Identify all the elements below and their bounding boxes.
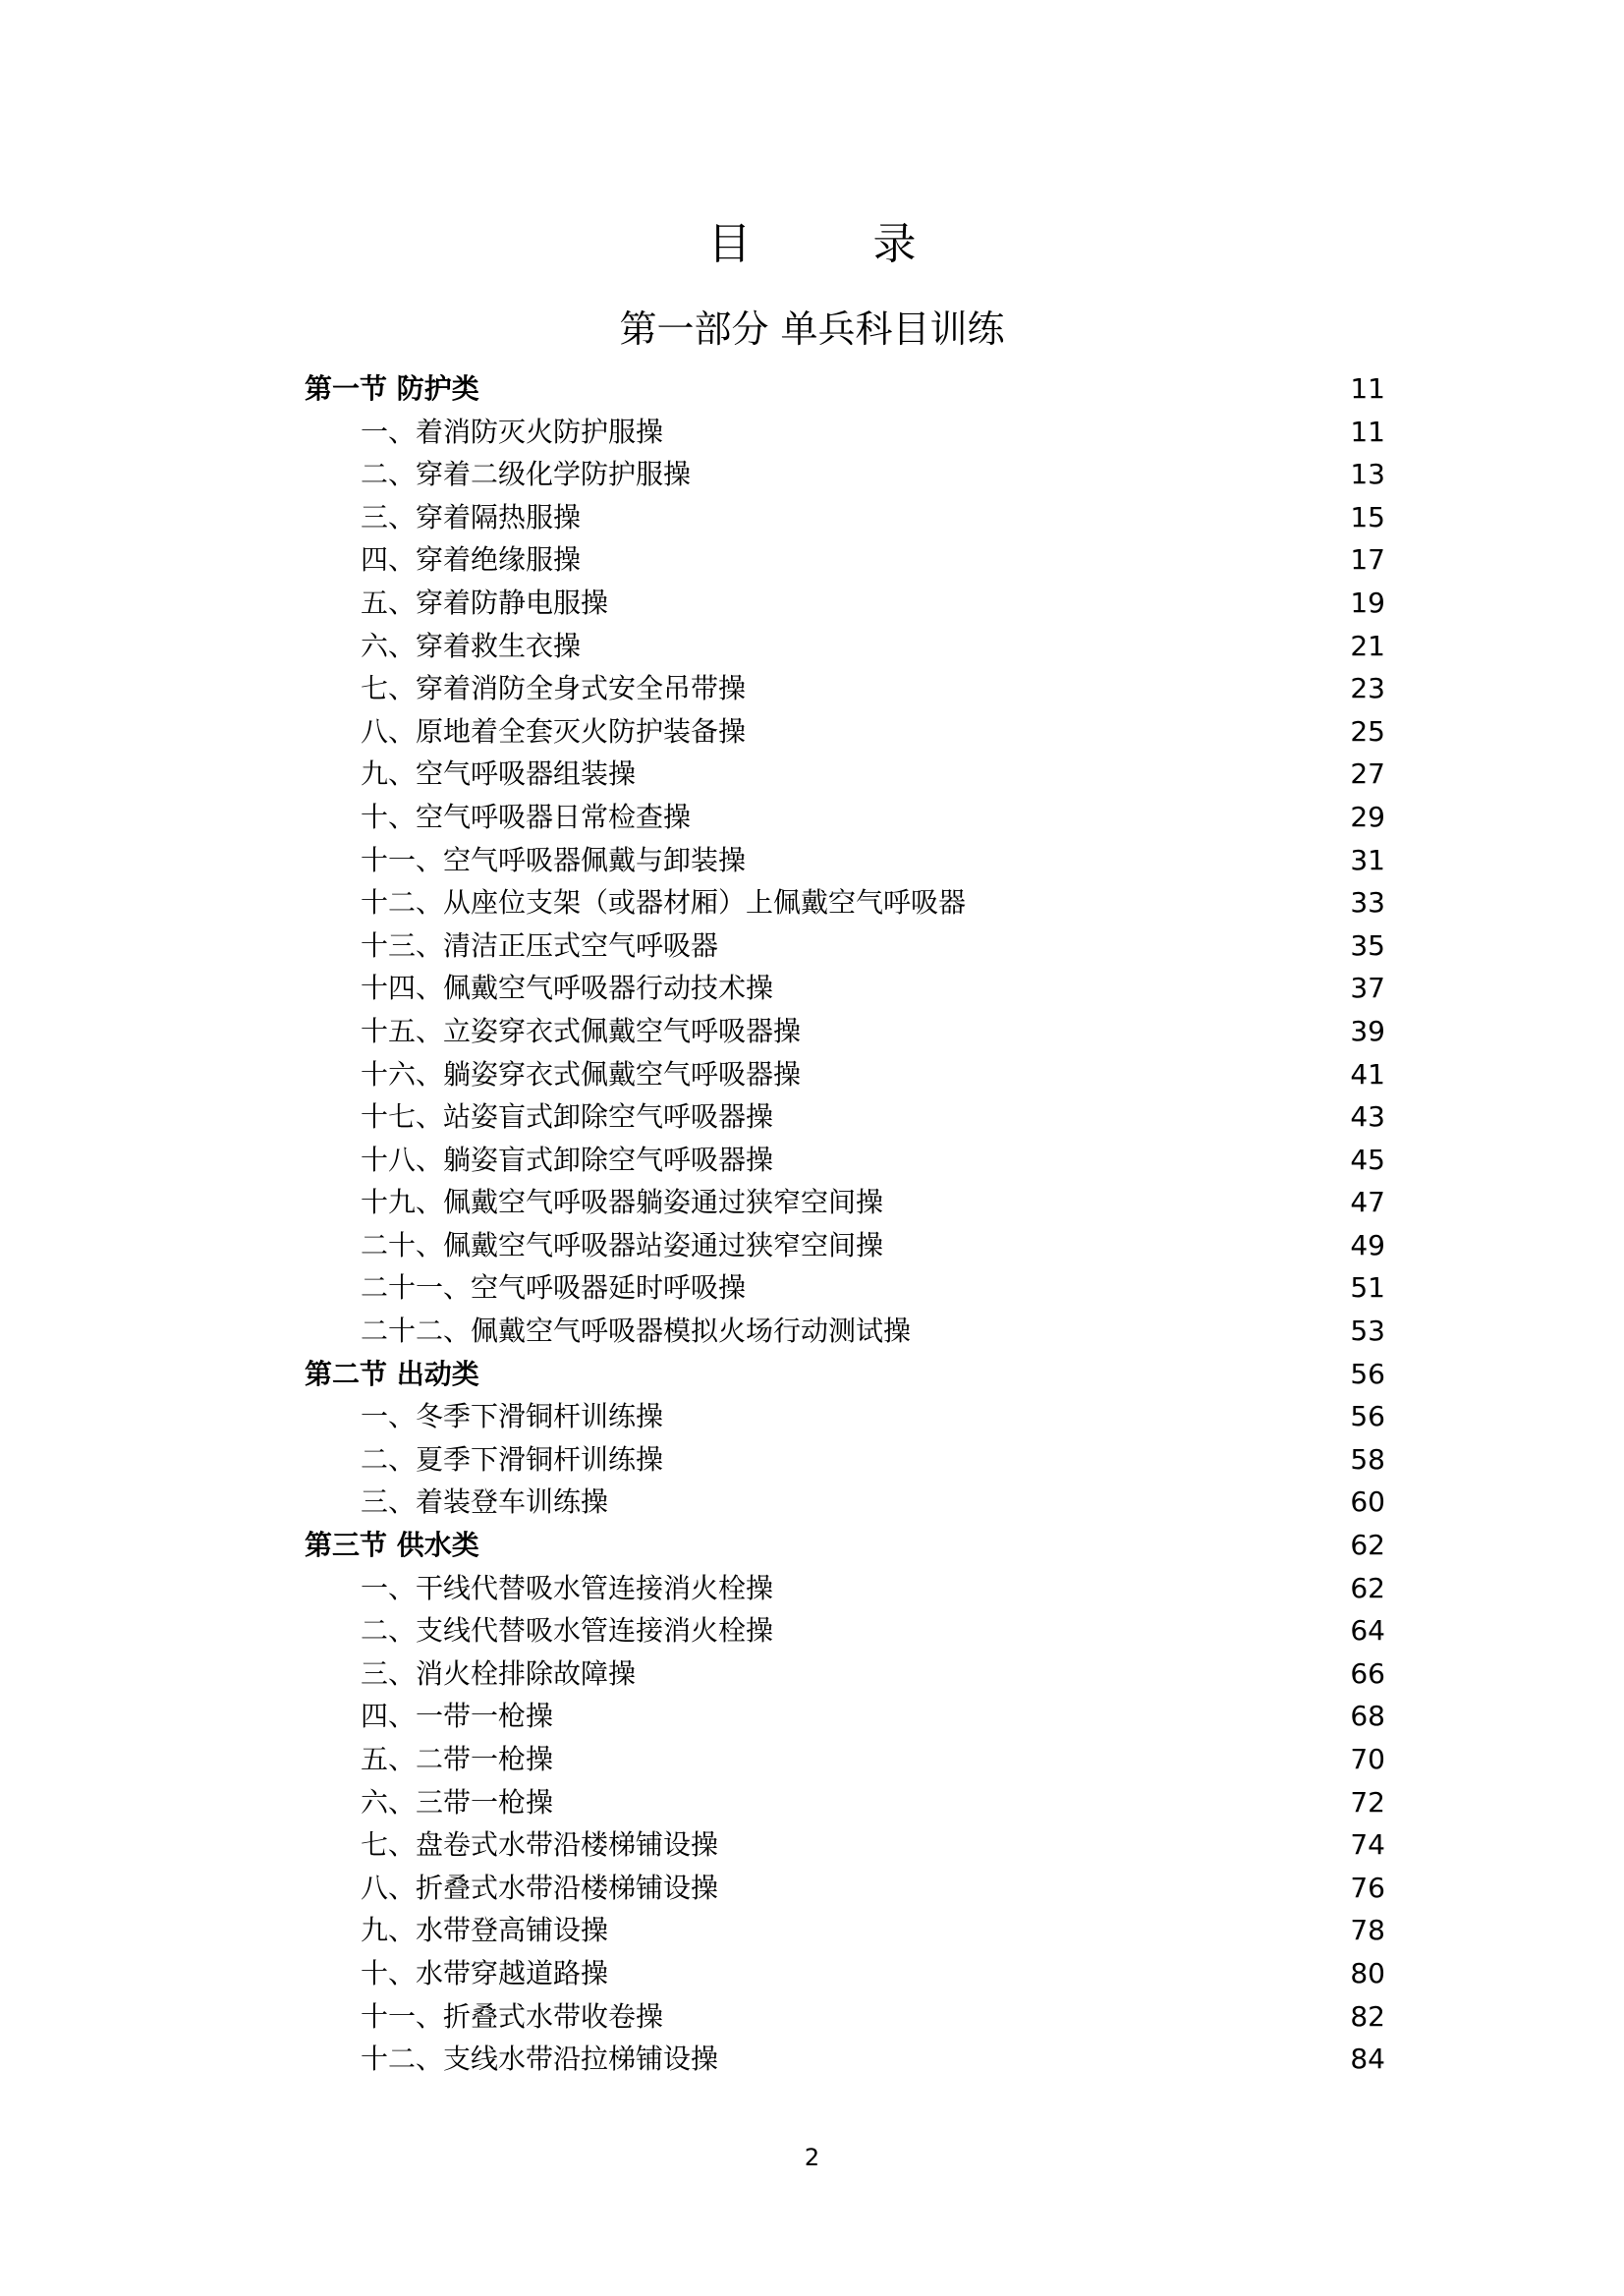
toc-item-entry[interactable]: [305, 1995, 1385, 2039]
entry-page-number: 19: [1350, 586, 1385, 619]
entry-label: 十一、空气呼吸器佩戴与卸装操: [361, 843, 747, 876]
toc-item-entry[interactable]: [305, 839, 1385, 882]
toc-item-entry[interactable]: [305, 625, 1385, 668]
entry-label: 十九、佩戴空气呼吸器躺姿通过狭窄空间操: [361, 1186, 884, 1219]
entry-label: 七、盘卷式水带沿楼梯铺设操: [361, 1828, 719, 1862]
entry-label: 第二节 出动类: [305, 1357, 479, 1390]
toc-item-entry[interactable]: [305, 1567, 1385, 1610]
toc-item-entry[interactable]: [305, 753, 1385, 796]
entry-page-number: 60: [1350, 1485, 1385, 1519]
entry-page-number: 11: [1350, 415, 1385, 448]
entry-label: 一、干线代替吸水管连接消火栓操: [361, 1571, 774, 1604]
page-number: 2: [804, 2144, 820, 2171]
entry-label: 八、原地着全套灭火防护装备操: [361, 714, 747, 748]
entry-label: 十二、从座位支架（或器材厢）上佩戴空气呼吸器: [361, 886, 967, 920]
toc-item-entry[interactable]: [305, 1395, 1385, 1438]
toc-item-entry[interactable]: [305, 1438, 1385, 1482]
toc-item-entry[interactable]: [305, 1652, 1385, 1696]
toc-item-entry[interactable]: [305, 538, 1385, 582]
toc-item-entry[interactable]: [305, 496, 1385, 539]
entry-page-number: 72: [1350, 1785, 1385, 1819]
toc-item-entry[interactable]: [305, 1952, 1385, 1995]
toc-section-entry[interactable]: [305, 367, 1385, 411]
entry-page-number: 15: [1350, 500, 1385, 533]
entry-page-number: 17: [1350, 543, 1385, 577]
entry-label: 第一节 防护类: [305, 372, 479, 405]
entry-page-number: 13: [1350, 458, 1385, 491]
entry-label: 十、水带穿越道路操: [361, 1956, 609, 1989]
entry-label: 一、着消防灭火防护服操: [361, 415, 664, 448]
entry-page-number: 49: [1350, 1228, 1385, 1261]
entry-page-number: 56: [1350, 1357, 1385, 1390]
toc-item-entry[interactable]: [305, 453, 1385, 496]
entry-page-number: 47: [1350, 1186, 1385, 1219]
entry-page-number: 27: [1350, 757, 1385, 791]
entry-label: 十四、佩戴空气呼吸器行动技术操: [361, 972, 774, 1005]
toc-item-entry[interactable]: [305, 1053, 1385, 1096]
entry-page-number: 29: [1350, 800, 1385, 833]
toc-section-entry[interactable]: [305, 1353, 1385, 1396]
entry-page-number: 78: [1350, 1914, 1385, 1947]
entry-page-number: 53: [1350, 1315, 1385, 1348]
toc-item-entry[interactable]: [305, 1224, 1385, 1267]
toc-item-entry[interactable]: [305, 796, 1385, 839]
entry-label: 十、空气呼吸器日常检查操: [361, 800, 692, 833]
entry-page-number: 33: [1350, 886, 1385, 920]
entry-page-number: 84: [1350, 2043, 1385, 2076]
entry-page-number: 74: [1350, 1828, 1385, 1862]
entry-label: 十二、支线水带沿拉梯铺设操: [361, 2043, 719, 2076]
entry-label: 三、穿着隔热服操: [361, 500, 582, 533]
part-title: 第一部分 单兵科目训练: [619, 308, 1005, 351]
entry-page-number: 51: [1350, 1271, 1385, 1305]
toc-title: 目 录: [707, 219, 956, 269]
entry-label: 六、三带一枪操: [361, 1785, 554, 1819]
entry-label: 十八、躺姿盲式卸除空气呼吸器操: [361, 1143, 774, 1176]
toc-item-entry[interactable]: [305, 1909, 1385, 1952]
toc-item-entry[interactable]: [305, 1609, 1385, 1652]
toc-item-entry[interactable]: [305, 1095, 1385, 1139]
entry-label: 二、支线代替吸水管连接消火栓操: [361, 1614, 774, 1648]
entry-label: 十一、折叠式水带收卷操: [361, 1999, 664, 2033]
entry-label: 七、穿着消防全身式安全吊带操: [361, 672, 747, 705]
entry-page-number: 56: [1350, 1400, 1385, 1433]
entry-page-number: 23: [1350, 672, 1385, 705]
toc-item-entry[interactable]: [305, 924, 1385, 968]
entry-label: 十六、躺姿穿衣式佩戴空气呼吸器操: [361, 1057, 802, 1091]
toc-section-entry[interactable]: [305, 1524, 1385, 1567]
entry-label: 一、冬季下滑铜杆训练操: [361, 1400, 664, 1433]
entry-page-number: 76: [1350, 1871, 1385, 1904]
toc-item-entry[interactable]: [305, 967, 1385, 1010]
table-of-contents: [305, 367, 1385, 2081]
entry-page-number: 70: [1350, 1743, 1385, 1775]
entry-label: 十五、立姿穿衣式佩戴空气呼吸器操: [361, 1014, 802, 1047]
toc-item-entry[interactable]: [305, 667, 1385, 710]
toc-item-entry[interactable]: [305, 1310, 1385, 1353]
toc-item-entry[interactable]: [305, 411, 1385, 454]
entry-label: 九、空气呼吸器组装操: [361, 757, 637, 791]
entry-page-number: 31: [1350, 843, 1385, 876]
entry-label: 二、穿着二级化学防护服操: [361, 458, 692, 491]
toc-item-entry[interactable]: [305, 1266, 1385, 1310]
entry-page-number: 25: [1350, 714, 1385, 748]
entry-page-number: 62: [1350, 1571, 1385, 1604]
entry-page-number: 39: [1350, 1014, 1385, 1047]
entry-label: 八、折叠式水带沿楼梯铺设操: [361, 1871, 719, 1904]
entry-page-number: 58: [1350, 1442, 1385, 1476]
entry-label: 三、着装登车训练操: [361, 1485, 609, 1519]
toc-item-entry[interactable]: [305, 1481, 1385, 1524]
entry-label: 二十一、空气呼吸器延时呼吸操: [361, 1271, 747, 1305]
toc-item-entry[interactable]: [305, 1781, 1385, 1824]
entry-label: 九、水带登高铺设操: [361, 1914, 609, 1947]
toc-item-entry[interactable]: [305, 1695, 1385, 1738]
entry-label: 二十二、佩戴空气呼吸器模拟火场行动测试操: [361, 1315, 912, 1348]
toc-item-entry[interactable]: [305, 1181, 1385, 1224]
entry-label: 四、一带一枪操: [361, 1700, 554, 1733]
entry-label: 五、二带一枪操: [361, 1743, 554, 1775]
entry-page-number: 82: [1350, 1999, 1385, 2033]
entry-label: 十七、站姿盲式卸除空气呼吸器操: [361, 1100, 774, 1134]
entry-page-number: 62: [1350, 1529, 1385, 1562]
entry-label: 四、穿着绝缘服操: [361, 543, 582, 577]
entry-label: 二、夏季下滑铜杆训练操: [361, 1442, 664, 1476]
toc-item-entry[interactable]: [305, 881, 1385, 924]
toc-item-entry[interactable]: [305, 582, 1385, 625]
entry-page-number: 66: [1350, 1656, 1385, 1690]
entry-label: 二十、佩戴空气呼吸器站姿通过狭窄空间操: [361, 1228, 884, 1261]
entry-label: 六、穿着救生衣操: [361, 629, 582, 662]
entry-label: 十三、清洁正压式空气呼吸器: [361, 928, 719, 962]
entry-label: 第三节 供水类: [305, 1529, 479, 1562]
entry-page-number: 37: [1350, 972, 1385, 1005]
entry-page-number: 43: [1350, 1100, 1385, 1134]
toc-item-entry[interactable]: [305, 2038, 1385, 2081]
entry-page-number: 64: [1350, 1614, 1385, 1648]
entry-page-number: 45: [1350, 1143, 1385, 1176]
entry-page-number: 68: [1350, 1700, 1385, 1733]
toc-item-entry[interactable]: [305, 710, 1385, 754]
toc-item-entry[interactable]: [305, 1867, 1385, 1910]
entry-page-number: 41: [1350, 1057, 1385, 1091]
toc-item-entry[interactable]: [305, 1010, 1385, 1053]
entry-page-number: 35: [1350, 928, 1385, 962]
entry-label: 五、穿着防静电服操: [361, 586, 609, 619]
entry-label: 三、消火栓排除故障操: [361, 1656, 637, 1690]
entry-page-number: 11: [1350, 372, 1385, 405]
entry-page-number: 80: [1350, 1956, 1385, 1989]
toc-item-entry[interactable]: [305, 1139, 1385, 1182]
toc-item-entry[interactable]: [305, 1823, 1385, 1867]
entry-page-number: 21: [1350, 629, 1385, 662]
toc-item-entry[interactable]: [305, 1738, 1385, 1781]
